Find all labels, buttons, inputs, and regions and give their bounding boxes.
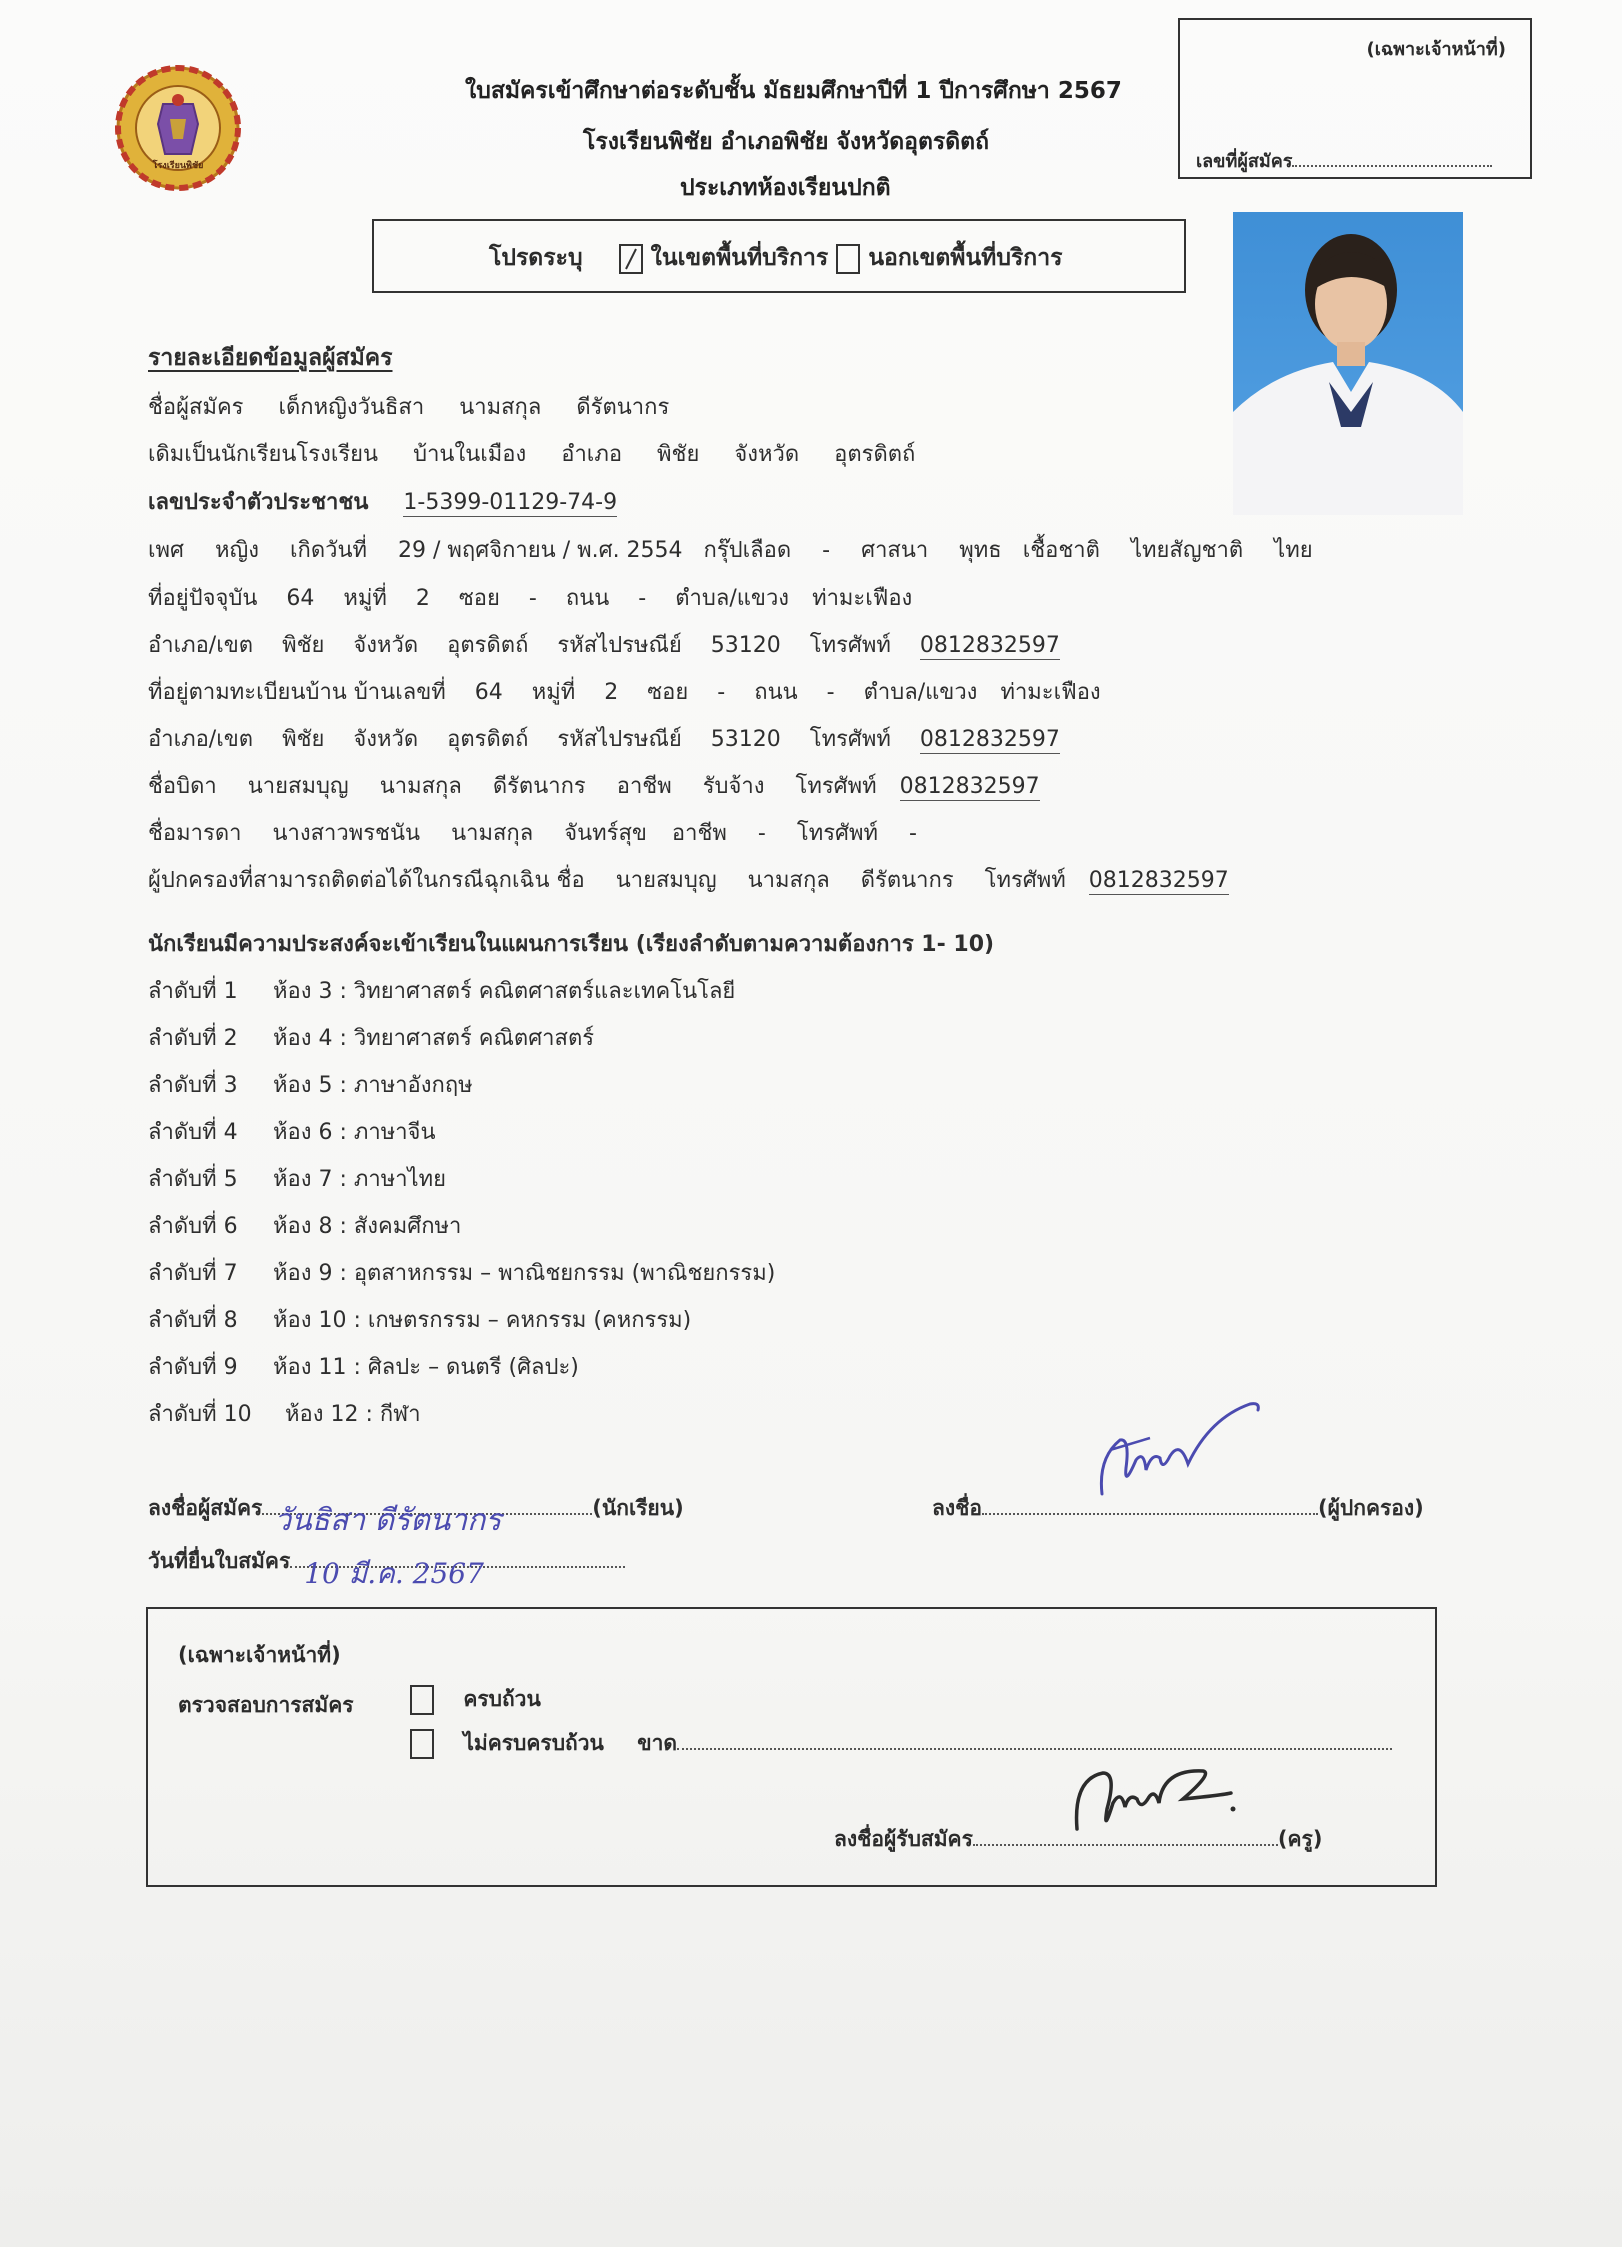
current-subdistrict[interactable]: ท่ามะเฟือง [812,586,913,611]
mother-surname[interactable]: จันทร์สุข [564,821,647,846]
registered-address-label: ที่อยู่ตามทะเบียนบ้าน บ้านเลขที่ [148,680,446,705]
registered-district-label: อำเภอ/เขต [148,727,254,752]
date-label: วันที่ยื่นใบสมัคร [148,1549,291,1573]
nation-label: สัญชาติ [1169,538,1244,563]
guardian-signature-scribble [1090,1398,1270,1508]
receiver-suffix: (ครู) [1277,1827,1323,1851]
out-area-label: นอกเขตพื้นที่บริการ [868,245,1063,271]
area-label: โปรดระบุ [489,245,583,271]
blood-value[interactable]: - [822,538,831,563]
mother-phone-label: โทรศัพท์ [796,821,878,846]
officer-box-top [1178,18,1532,179]
in-area-checkbox[interactable] [619,244,643,274]
current-address-row2 [148,627,1060,662]
in-area-label: ในเขตพื้นที่บริการ [650,245,829,271]
registered-subdistrict-label: ตำบล/แขวง [863,680,978,705]
name-label: ชื่อผู้สมัคร [148,395,244,420]
father-job[interactable]: รับจ้าง [702,774,765,799]
plans-title: นักเรียนมีความประสงค์จะเข้าเรียนในแผนการเรียน (เรียงลำดับตามความต้องการ 1- 10) [148,932,995,957]
plan-item [148,1302,691,1337]
prev-school-row [148,436,915,471]
blood-label: กรุ๊ปเลือด [703,538,792,563]
applicant-no-label: เลขที่ผู้สมัคร [1196,151,1293,172]
plan-room[interactable]: ห้อง 11 : ศิลปะ – ดนตรี (ศิลปะ) [273,1355,579,1380]
current-soi[interactable]: - [528,586,537,611]
father-name[interactable]: นายสมบุญ [247,774,349,799]
guardian-sign-suffix: (ผู้ปกครอง) [1318,1496,1424,1520]
mother-phone[interactable]: - [908,821,917,846]
plan-order: ลำดับที่ 5 [148,1167,238,1192]
applicant-sign-field[interactable] [262,1503,592,1538]
complete-checkbox[interactable] [410,1685,434,1715]
plan-item [148,1161,446,1196]
plan-room[interactable]: ห้อง 4 : วิทยาศาสตร์ คณิตศาสตร์ [273,1026,595,1051]
guardian-sign-field[interactable] [982,1513,1318,1515]
guardian-surname[interactable]: ดีรัตนากร [860,868,954,893]
registered-phone[interactable]: 0812832597 [919,727,1060,752]
registered-phone-label: โทรศัพท์ [809,727,891,752]
registered-postal-label: รหัสไปรษณีย์ [557,727,682,752]
incomplete-label: ไม่ครบครบถ้วน [463,1731,604,1755]
prev-district-label: อำเภอ [561,442,623,467]
guardian-surname-label: นามสกุล [747,868,830,893]
current-house[interactable]: 64 [286,586,315,611]
current-road-label: ถนน [565,586,610,611]
prev-province-value[interactable]: อุตรดิตถ์ [834,442,916,467]
registered-moo[interactable]: 2 [604,680,619,705]
plan-room[interactable]: ห้อง 10 : เกษตรกรรม – คหกรรม (คหกรรม) [273,1308,692,1333]
logo-text-bottom: โรงเรียนพิชัย [152,161,204,171]
form-title: ใบสมัครเข้าศึกษาต่อระดับชั้น มัธยมศึกษาปีที่ 1 ปีการศึกษา 2567 [465,78,1122,104]
plan-item [148,1396,421,1431]
plan-order: ลำดับที่ 9 [148,1355,238,1380]
id-value[interactable]: 1-5399-01129-74-9 [403,490,618,515]
guardian-phone[interactable]: 0812832597 [1088,868,1229,893]
prev-province-label: จังหวัด [734,442,800,467]
nation-value[interactable]: ไทย [1274,538,1313,563]
check-label: ตรวจสอบการสมัคร [178,1693,354,1717]
mother-job[interactable]: - [757,821,766,846]
applicant-no-field[interactable] [1292,165,1492,167]
area-selection-box [372,219,1186,293]
current-district[interactable]: พิชัย [282,633,325,658]
plan-room[interactable]: ห้อง 12 : กีฬา [285,1402,421,1427]
current-address-label: ที่อยู่ปัจจุบัน [148,586,258,611]
religion-value[interactable]: พุทธ [959,538,1002,563]
surname-label: นามสกุล [459,395,542,420]
current-postal[interactable]: 53120 [710,633,781,658]
registered-road-label: ถนน [754,680,798,705]
plan-item [148,1114,436,1149]
father-job-label: อาชีพ [616,774,672,799]
mother-label: ชื่อมารดา [148,821,242,846]
current-province[interactable]: อุตรดิตถ์ [447,633,529,658]
current-province-label: จังหวัด [353,633,419,658]
birth-value[interactable]: 29 / พฤศจิกายน / พ.ศ. 2554 [398,538,683,563]
incomplete-checkbox[interactable] [410,1729,434,1759]
current-district-label: อำเภอ/เขต [148,633,254,658]
registered-postal[interactable]: 53120 [710,727,781,752]
plan-order: ลำดับที่ 1 [148,979,238,1004]
id-row [148,484,617,519]
plan-item [148,1067,473,1102]
guardian-label: ผู้ปกครองที่สามารถติดต่อได้ในกรณีฉุกเฉิน ชื่อ [148,868,585,893]
plan-order: ลำดับที่ 4 [148,1120,238,1145]
current-road[interactable]: - [638,586,647,611]
applicant-sign-label: ลงชื่อผู้สมัคร [148,1496,263,1520]
current-moo-label: หมู่ที่ [343,586,387,611]
race-label: เชื้อชาติ [1022,538,1100,563]
plan-item [148,1349,579,1384]
race-value[interactable]: ไทย [1130,538,1170,563]
registered-district[interactable]: พิชัย [282,727,325,752]
plan-order: ลำดับที่ 2 [148,1026,238,1051]
current-address-row1 [148,580,912,615]
plan-room[interactable]: ห้อง 8 : สังคมศึกษา [273,1214,462,1239]
plan-order: ลำดับที่ 7 [148,1261,238,1286]
current-soi-label: ซอย [458,586,500,611]
registered-address-row1 [148,674,1101,709]
applicant-handwritten-name: วันธิสา ดีรัตนากร [274,1503,502,1538]
plan-room[interactable]: ห้อง 7 : ภาษาไทย [273,1167,447,1192]
officer-box-bottom [146,1607,1437,1887]
plan-room[interactable]: ห้อง 5 : ภาษาอังกฤษ [273,1073,473,1098]
plan-order: ลำดับที่ 10 [148,1402,252,1427]
date-handwritten: 10 มี.ค. 2567 [304,1557,484,1590]
plan-order: ลำดับที่ 8 [148,1308,238,1333]
prev-school-value[interactable]: บ้านในเมือง [413,442,527,467]
sex-value[interactable]: หญิง [215,538,259,563]
plan-order: ลำดับที่ 3 [148,1073,238,1098]
registered-province[interactable]: อุตรดิตถ์ [447,727,529,752]
applicant-no-row [1196,146,1492,175]
registered-soi-label: ซอย [647,680,689,705]
school-logo [113,64,243,192]
out-area-checkbox[interactable] [836,244,860,274]
school-name: โรงเรียนพิชัย อำเภอพิชัย จังหวัดอุตรดิตถ์ [583,129,990,155]
applicant-signature-row [148,1492,684,1538]
current-phone-label: โทรศัพท์ [809,633,891,658]
guardian-row [148,862,1229,897]
section-title: รายละเอียดข้อมูลผู้สมัคร [148,345,393,371]
current-phone[interactable]: 0812832597 [919,633,1060,658]
plan-order: ลำดับที่ 6 [148,1214,238,1239]
current-postal-label: รหัสไปรษณีย์ [557,633,682,658]
applicant-photo [1233,212,1463,515]
plan-item [148,1255,775,1290]
officer-box-label: (เฉพาะเจ้าหน้าที่) [1366,39,1506,60]
complete-label: ครบถ้วน [463,1687,541,1711]
officer-section-title: (เฉพาะเจ้าหน้าที่) [178,1643,341,1667]
father-surname[interactable]: ดีรัตนากร [492,774,586,799]
mother-row [148,815,917,850]
room-type: ประเภทห้องเรียนปกติ [680,175,891,201]
registered-house[interactable]: 64 [474,680,503,705]
registered-moo-label: หมู่ที่ [531,680,576,705]
id-label: เลขประจำตัวประชาชน [148,490,369,515]
plan-room[interactable]: ห้อง 3 : วิทยาศาสตร์ คณิตศาสตร์และเทคโนโลยี [273,979,736,1004]
mother-job-label: อาชีพ [671,821,727,846]
plan-room[interactable]: ห้อง 9 : อุตสาหกรรม – พาณิชยกรรม (พาณิชยกรรม) [273,1261,776,1286]
applicant-name-row [148,389,669,424]
date-row [148,1545,625,1590]
registered-road[interactable]: - [826,680,835,705]
father-phone-label: โทรศัพท์ [795,774,877,799]
name-value[interactable]: เด็กหญิงวันธิสา [278,395,425,420]
guardian-phone-label: โทรศัพท์ [984,868,1066,893]
guardian-sign-label: ลงชื่อ [932,1496,982,1520]
area-row [489,240,1063,276]
plan-item [148,973,735,1008]
birth-label: เกิดวันที่ [290,538,368,563]
prev-school-label: เดิมเป็นนักเรียนโรงเรียน [148,442,379,467]
plan-room[interactable]: ห้อง 6 : ภาษาจีน [273,1120,436,1145]
mother-name[interactable]: นางสาวพรชนัน [272,821,421,846]
missing-field[interactable] [677,1748,1392,1750]
receiver-label: ลงชื่อผู้รับสมัคร [834,1827,973,1851]
date-field[interactable] [290,1557,625,1590]
father-label: ชื่อบิดา [148,774,217,799]
applicant-sign-suffix: (นักเรียน) [592,1496,684,1520]
father-phone[interactable]: 0812832597 [899,774,1040,799]
plan-item [148,1208,461,1243]
plan-item [148,1020,594,1055]
missing-label: ขาด [637,1731,678,1755]
current-moo[interactable]: 2 [415,586,430,611]
registered-soi[interactable]: - [717,680,726,705]
prev-district-value[interactable]: พิชัย [657,442,700,467]
complete-row [410,1683,541,1716]
father-row [148,768,1040,803]
religion-label: ศาสนา [861,538,929,563]
surname-value[interactable]: ดีรัตนากร [576,395,670,420]
registered-province-label: จังหวัด [353,727,419,752]
current-subdistrict-label: ตำบล/แขวง [675,586,790,611]
mother-surname-label: นามสกุล [451,821,534,846]
guardian-name[interactable]: นายสมบุญ [615,868,717,893]
registered-address-row2 [148,721,1060,756]
sex-label: เพศ [148,538,184,563]
personal-row [148,532,1313,567]
registered-subdistrict[interactable]: ท่ามะเฟือง [1000,680,1101,705]
father-surname-label: นามสกุล [379,774,462,799]
receiver-signature-scribble [1063,1749,1263,1859]
